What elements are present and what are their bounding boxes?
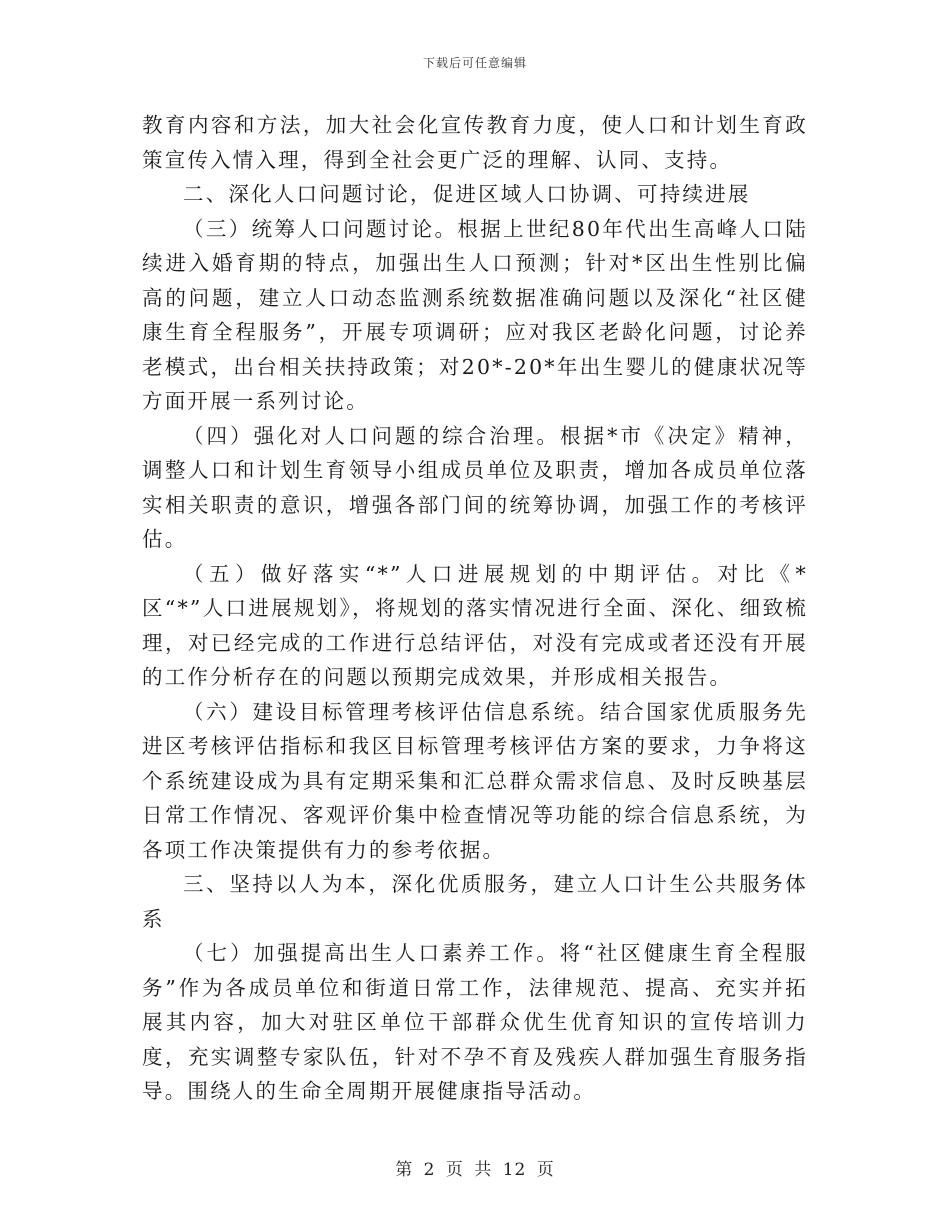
paragraph-item-4: （四）强化对人口问题的综合治理。根据*市《决定》精神，调整人口和计划生育领导小组成员单位及职责，增加各成员单位落实相关职责的意识，增强各部门间的统筹协调，加强工作的考核评估。 <box>142 423 808 551</box>
page-header-note: 下载后可任意编辑 <box>422 56 527 70</box>
section-heading-3: 三、坚持以人为本，深化优质服务，建立人口计生公共服务体系 <box>142 872 808 931</box>
page-number-footer: 第 2 页 共 12 页 <box>395 1160 555 1180</box>
paragraph-item-7: （七）加强提高出生人口素养工作。将“社区健康生育全程服务”作为各成员单位和街道日常工作，法律规范、提高、充实并拓展其内容，加大对驻区单位干部群众优生优育知识的宣传培训力度，充实调整专家队伍，针对不孕不育及残疾人群加强生育服务指导。围绕人的生命全周期开展健康指导活动。 <box>142 941 808 1103</box>
paragraph-item-3: （三）统筹人口问题讨论。根据上世纪80年代出生高峰人口陆续进入婚育期的特点，加强出生人口预测；针对*区出生性别比偏高的问题，建立人口动态监测系统数据准确问题以及深化“社区健康生育全程服务”，开展专项调研；应对我区老龄化问题，讨论养老模式，出台相关扶持政策；对20*-20*年出生婴儿的健康状况等方面开展一系列讨论。 <box>142 216 808 413</box>
document-body <box>142 108 808 1109</box>
paragraph-continuation: 教育内容和方法，加大社会化宣传教育力度，使人口和计划生育政策宣传入情入理，得到全社会更广泛的理解、认同、支持。 <box>142 113 808 172</box>
paragraph-item-6: （六）建设目标管理考核评估信息系统。结合国家优质服务先进区考核评估指标和我区目标管理考核评估方案的要求，力争将这个系统建设成为具有定期采集和汇总群众需求信息、及时反映基层日常工作情况、客观评价集中检查情况等功能的综合信息系统，为各项工作决策提供有力的参考依据。 <box>142 699 808 862</box>
paragraph-item-5: （五）做好落实“*”人口进展规划的中期评估。对比《*区“*”人口进展规划》，将规划的落实情况进行全面、深化、细致梳理，对已经完成的工作进行总结评估，对没有完成或者还没有开展的工作分析存在的问题以预期完成效果，并形成相关报告。 <box>142 561 808 689</box>
section-heading-2: 二、深化人口问题讨论，促进区域人口协调、可持续进展 <box>183 182 751 206</box>
